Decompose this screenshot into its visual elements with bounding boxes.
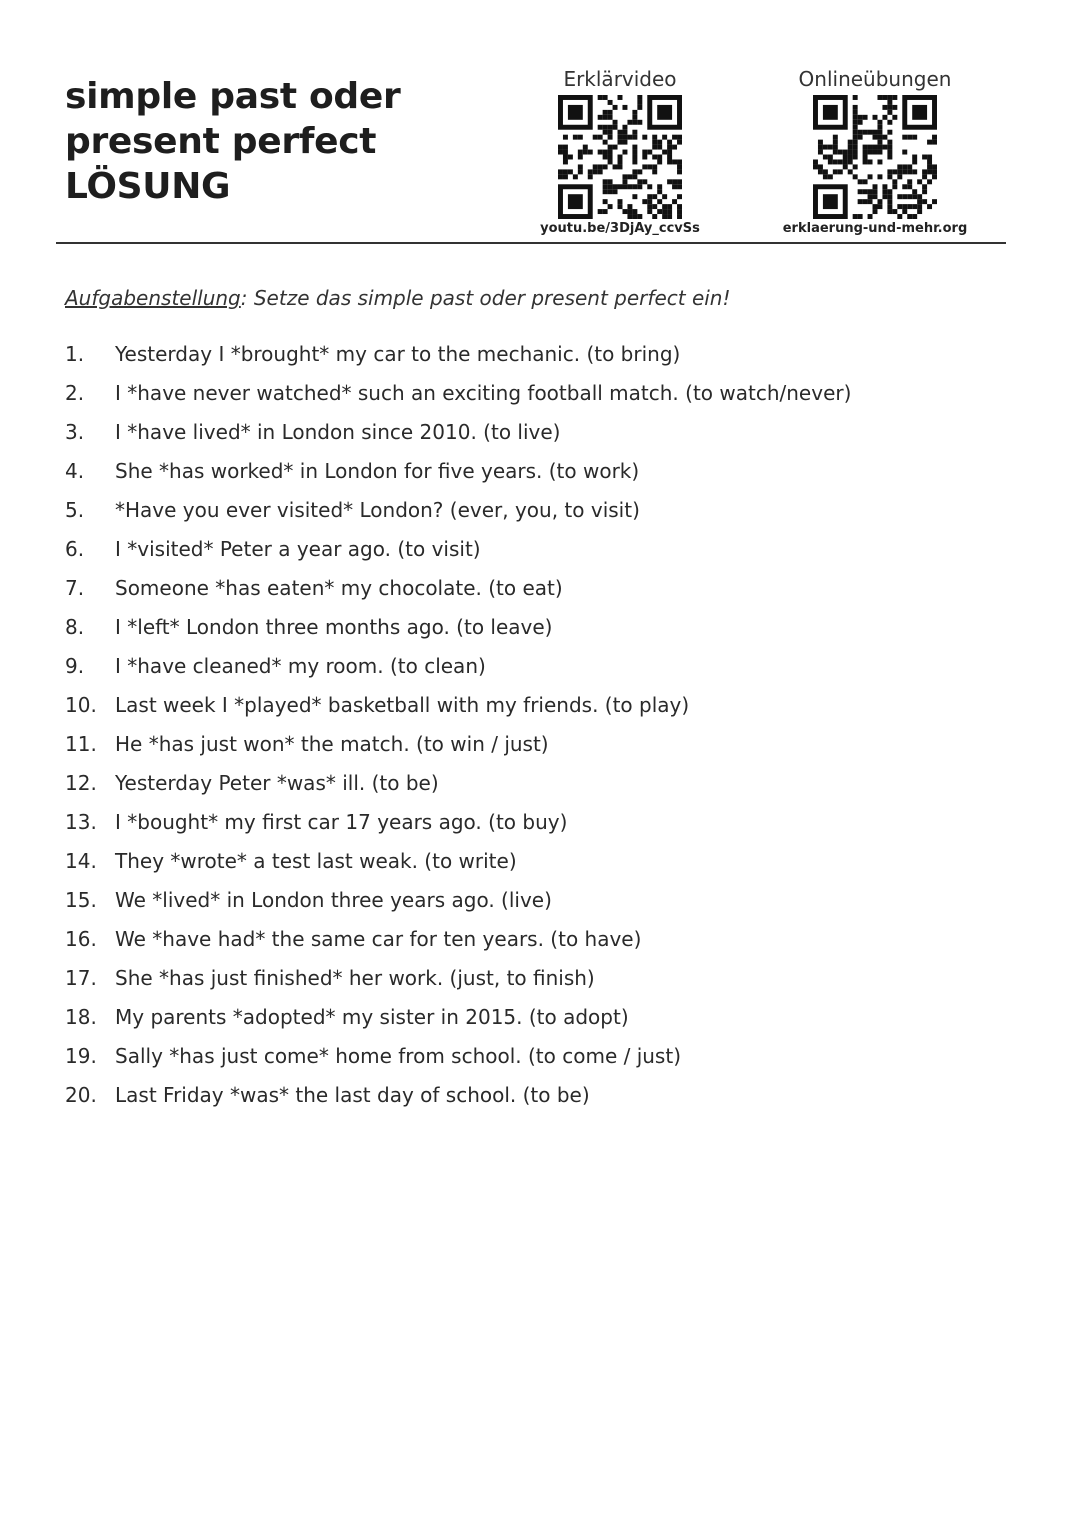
- item-number: 5.: [65, 498, 85, 522]
- item-text: Yesterday Peter *was* ill. (to be): [115, 771, 439, 795]
- list-item: [65, 535, 851, 574]
- item-text: I *visited* Peter a year ago. (to visit): [115, 537, 481, 561]
- list-item: [65, 691, 851, 730]
- list-item: [65, 1081, 851, 1120]
- item-text: I *have never watched* such an exciting football match. (to watch/never): [115, 381, 852, 405]
- item-number: 7.: [65, 576, 85, 600]
- item-text: I *have lived* in London since 2010. (to live): [115, 420, 561, 444]
- item-text: She *has just finished* her work. (just, to finish): [115, 966, 595, 990]
- item-number: 15.: [65, 888, 97, 912]
- item-number: 12.: [65, 771, 97, 795]
- item-text: Last Friday *was* the last day of school. (to be): [115, 1083, 590, 1107]
- item-number: 20.: [65, 1083, 97, 1107]
- item-number: 4.: [65, 459, 85, 483]
- item-text: We *have had* the same car for ten years. (to have): [115, 927, 642, 951]
- list-item: [65, 418, 851, 457]
- qr-explain-video-url[interactable]: youtu.be/3DjAy_ccvSs: [540, 221, 700, 236]
- item-text: My parents *adopted* my sister in 2015. (to adopt): [115, 1005, 629, 1029]
- item-text: I *have cleaned* my room. (to clean): [115, 654, 486, 678]
- list-item: [65, 574, 851, 613]
- item-text: She *has worked* in London for five years. (to work): [115, 459, 640, 483]
- list-item: [65, 496, 851, 535]
- list-item: [65, 379, 851, 418]
- item-text: Sally *has just come* home from school. (to come / just): [115, 1044, 681, 1068]
- item-number: 11.: [65, 732, 97, 756]
- list-item: [65, 1003, 851, 1042]
- list-item: [65, 340, 851, 379]
- item-text: Yesterday I *brought* my car to the mechanic. (to bring): [115, 342, 681, 366]
- list-item: [65, 925, 851, 964]
- title-line-3: LÖSUNG: [65, 166, 231, 207]
- list-item: [65, 457, 851, 496]
- title-line-2: present perfect: [65, 121, 377, 162]
- item-number: 6.: [65, 537, 85, 561]
- item-number: 9.: [65, 654, 85, 678]
- item-number: 3.: [65, 420, 85, 444]
- list-item: [65, 964, 851, 1003]
- list-item: [65, 652, 851, 691]
- list-item: [65, 769, 851, 808]
- item-number: 17.: [65, 966, 97, 990]
- qr-code-icon[interactable]: [810, 95, 940, 219]
- page-title: [65, 74, 400, 209]
- qr-online-exercises-label: Onlineübungen: [798, 67, 952, 91]
- task-instruction: [65, 286, 731, 310]
- header-divider: [56, 242, 1006, 244]
- item-number: 18.: [65, 1005, 97, 1029]
- item-text: Someone *has eaten* my chocolate. (to eat): [115, 576, 563, 600]
- item-text: We *lived* in London three years ago. (live): [115, 888, 552, 912]
- list-item: [65, 730, 851, 769]
- qr-online-exercises[interactable]: [770, 67, 980, 237]
- list-item: [65, 886, 851, 925]
- list-item: [65, 847, 851, 886]
- item-number: 14.: [65, 849, 97, 873]
- item-text: Last week I *played* basketball with my friends. (to play): [115, 693, 690, 717]
- list-item: [65, 1042, 851, 1081]
- exercise-list: [65, 340, 851, 1120]
- item-text: He *has just won* the match. (to win / just): [115, 732, 549, 756]
- item-text: I *left* London three months ago. (to leave): [115, 615, 553, 639]
- item-number: 8.: [65, 615, 85, 639]
- item-number: 19.: [65, 1044, 97, 1068]
- task-label: Aufgabenstellung: [65, 286, 241, 310]
- list-item: [65, 613, 851, 652]
- item-number: 1.: [65, 342, 85, 366]
- task-text: : Setze das simple past oder present perfect ein!: [240, 286, 731, 310]
- qr-code-icon[interactable]: [558, 95, 682, 219]
- item-text: They *wrote* a test last weak. (to write): [115, 849, 517, 873]
- qr-explain-video-label: Erklärvideo: [563, 67, 677, 91]
- item-number: 2.: [65, 381, 85, 405]
- list-item: [65, 808, 851, 847]
- item-number: 10.: [65, 693, 97, 717]
- item-text: I *bought* my first car 17 years ago. (to buy): [115, 810, 568, 834]
- item-number: 13.: [65, 810, 97, 834]
- item-number: 16.: [65, 927, 97, 951]
- item-text: *Have you ever visited* London? (ever, you, to visit): [115, 498, 640, 522]
- title-line-1: simple past oder: [65, 76, 401, 117]
- qr-explain-video[interactable]: [520, 67, 720, 237]
- qr-online-exercises-url[interactable]: erklaerung-und-mehr.org: [782, 221, 968, 236]
